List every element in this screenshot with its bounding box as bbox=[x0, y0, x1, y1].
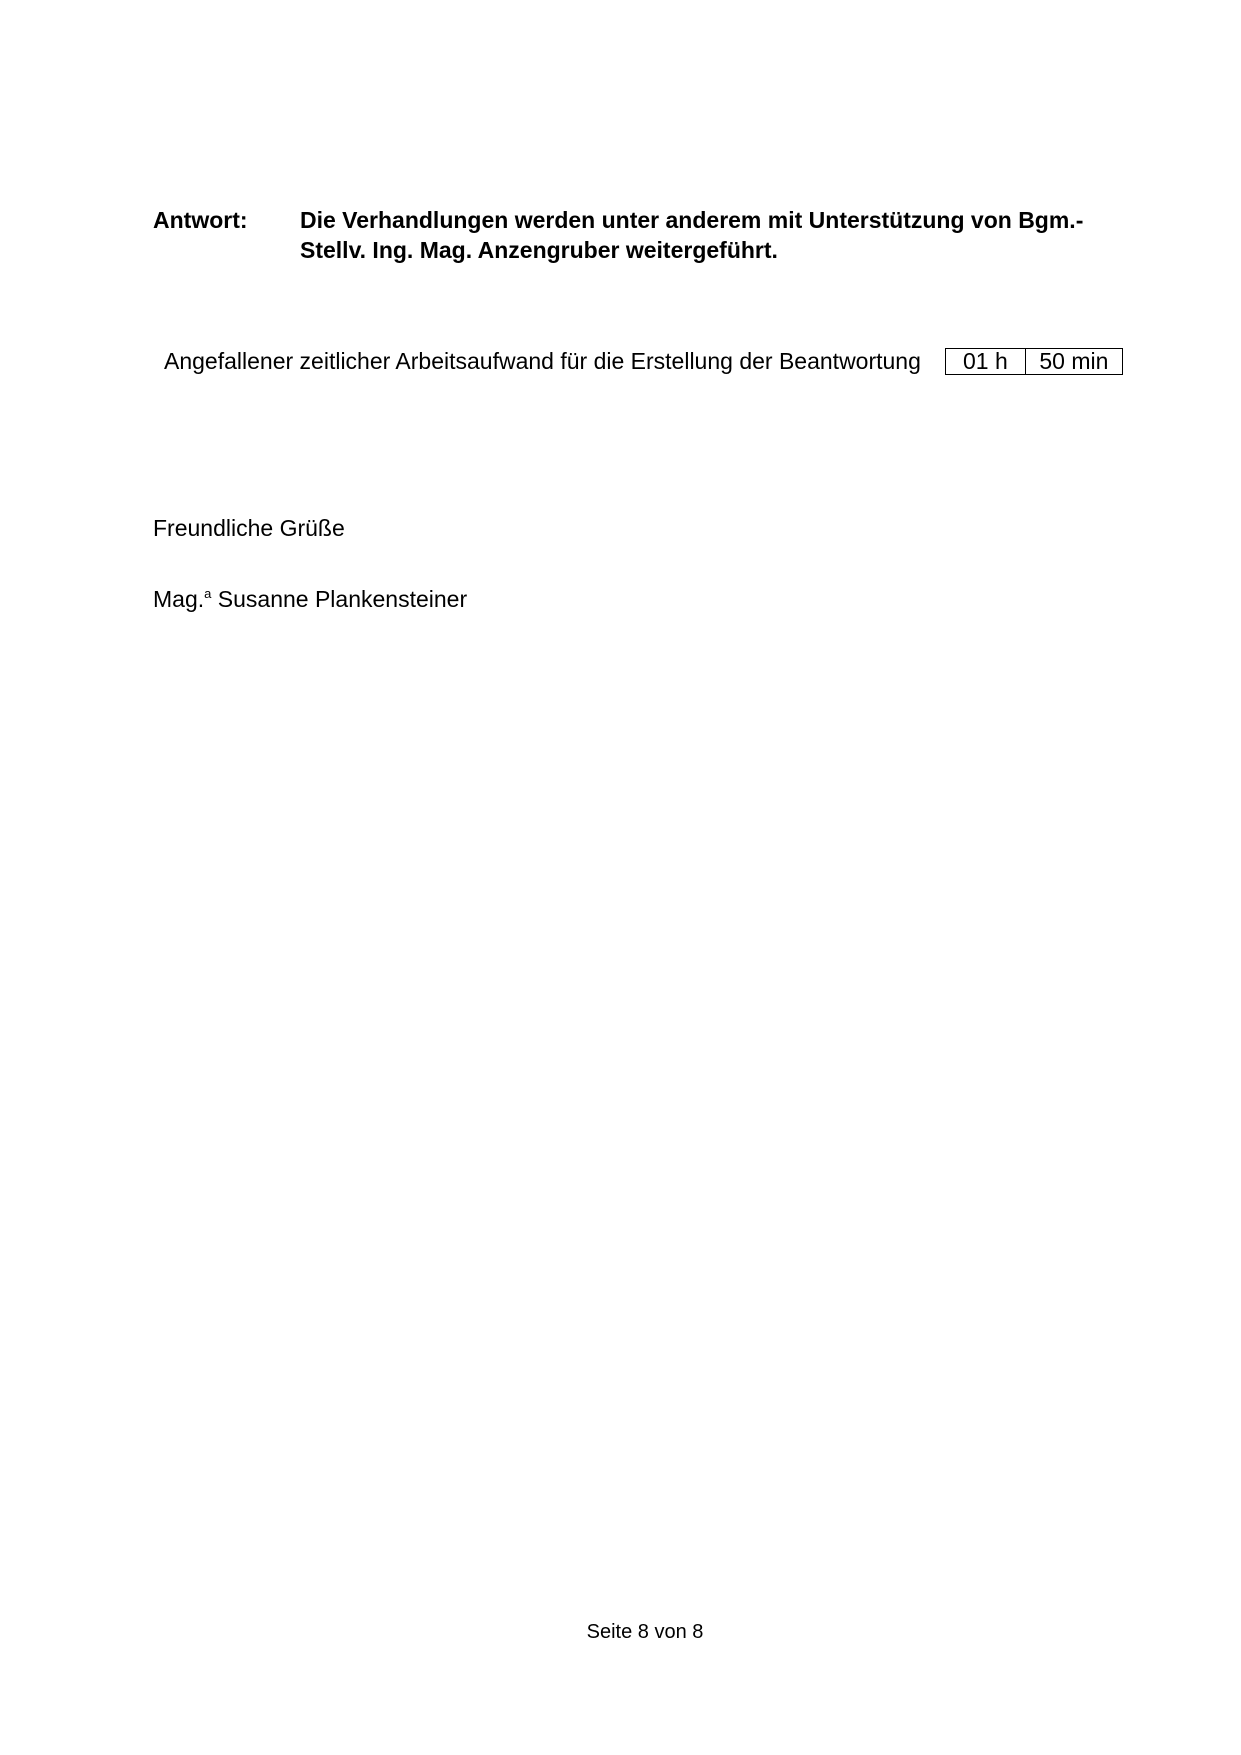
closing-greeting: Freundliche Grüße bbox=[153, 515, 345, 541]
effort-table bbox=[945, 348, 1123, 375]
answer-text: Die Verhandlungen werden unter anderem mit Unterstützung von Bgm.-Stellv. Ing. Mag. Anzengruber weitergeführt. bbox=[300, 207, 1084, 263]
signature-name: Susanne Plankensteiner bbox=[217, 586, 468, 612]
signature-title-superscript: a bbox=[204, 586, 212, 601]
effort-hours: 01 h bbox=[945, 348, 1025, 374]
effort-table-row bbox=[945, 348, 1122, 374]
page-number: Seite 8 von 8 bbox=[586, 1621, 704, 1643]
effort-row bbox=[164, 347, 1123, 375]
signature-title: Mag. bbox=[153, 586, 205, 612]
effort-minutes: 50 min bbox=[1025, 348, 1122, 374]
answer-section bbox=[153, 205, 1103, 265]
signature bbox=[153, 585, 467, 613]
effort-label: Angefallener zeitlicher Arbeitsaufwand für die Erstellung der Beantwortung bbox=[164, 348, 921, 374]
answer-label: Antwort: bbox=[153, 207, 248, 233]
